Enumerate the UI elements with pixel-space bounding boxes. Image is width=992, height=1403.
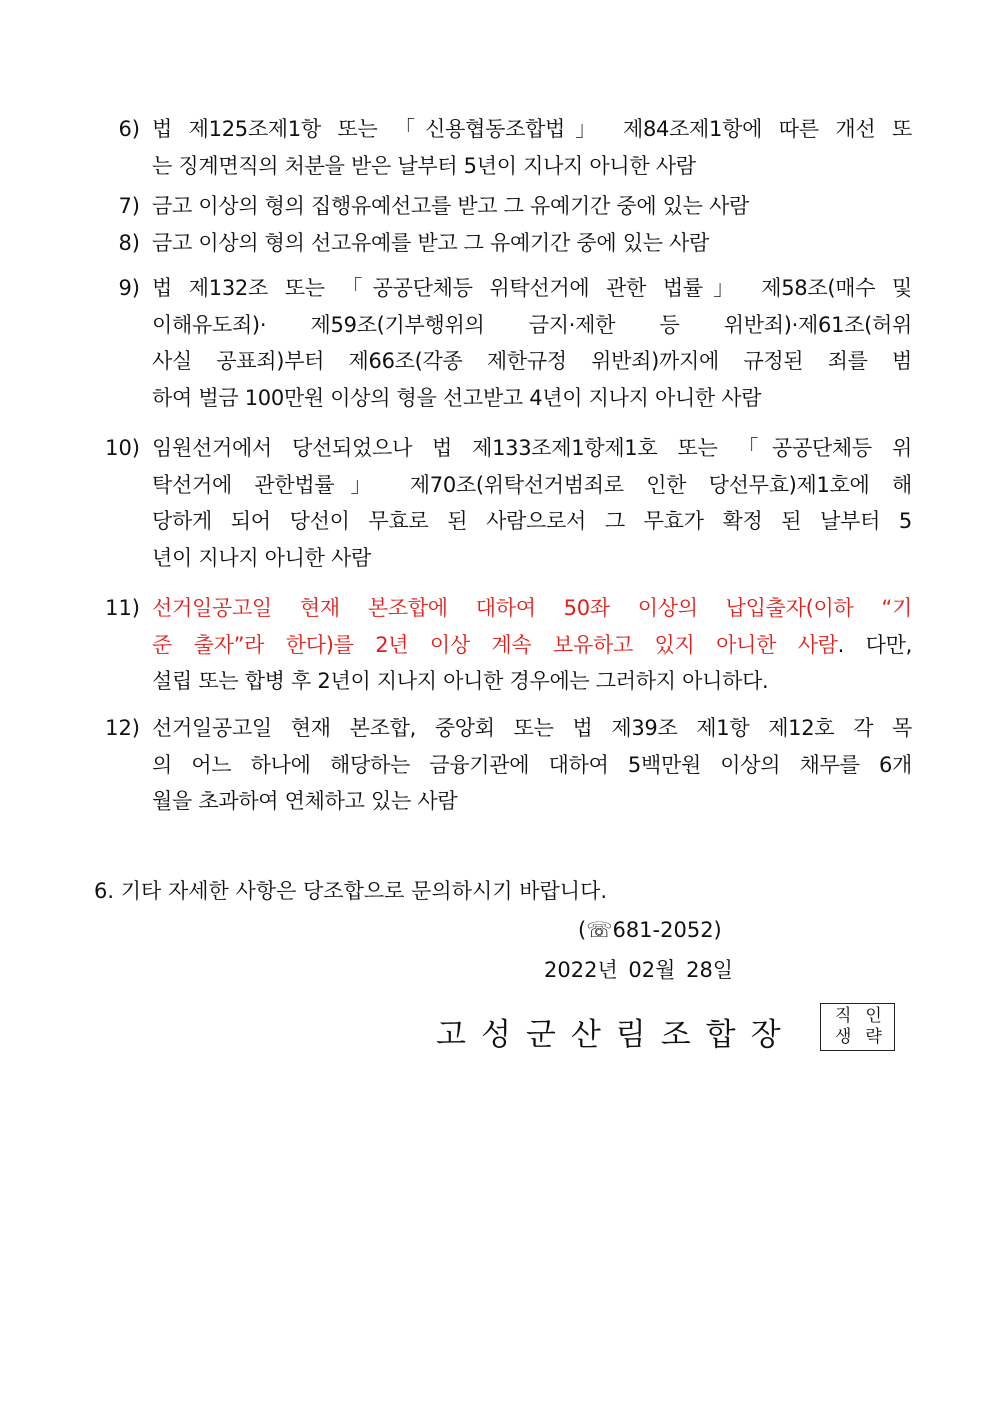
item-number: 7) (118, 194, 140, 218)
item-text-line (152, 747, 912, 784)
item-number: 10) (105, 436, 140, 460)
seal-omitted-box (820, 1003, 895, 1051)
text-segment: 월을 초과하여 연체하고 있는 사람 (152, 789, 458, 813)
item-number: 12) (105, 716, 140, 740)
text-segment: 법 제132조 또는 「공공단체등 위탁선거에 관한 법률」 제58조(매수 및 (152, 276, 912, 300)
item-text-line (152, 380, 912, 417)
notice-date: 2022년 02월 28일 (544, 958, 734, 982)
item-text-line (152, 627, 912, 664)
item-text-line (152, 270, 912, 307)
text-segment: 탁선거에 관한법률」 제70조(위탁선거범죄로 인한 당선무효)제1호에 해 (152, 472, 912, 497)
item-text-line (152, 783, 912, 820)
highlighted-text: 준 출자”라 한다)를 2년 이상 계속 보유하고 있지 아니한 사람 (152, 632, 838, 657)
item-text-line (152, 188, 912, 225)
text-segment: 선거일공고일 현재 본조합, 중앙회 또는 법 제39조 제1항 제12호 각 목 (152, 716, 912, 740)
text-segment: 이해유도죄)· 제59조(기부행위의 금지·제한 등 위반죄)·제61조(허위 (152, 312, 912, 337)
item-text-line (152, 343, 912, 380)
item-text-line (152, 663, 912, 700)
item-number: 11) (105, 596, 140, 620)
text-segment: 하여 벌금 100만원 이상의 형을 선고받고 4년이 지나지 아니한 사람 (152, 385, 762, 410)
item-number: 9) (118, 276, 140, 300)
text-segment: 금고 이상의 형의 선고유예를 받고 그 유예기간 중에 있는 사람 (152, 231, 710, 255)
signer-title: 고성군산림조합장 (436, 1017, 796, 1053)
item-text-line (152, 503, 912, 540)
item-text-line (152, 225, 912, 262)
seal-text-row-2: 생략 (835, 1027, 896, 1047)
item-text-line (152, 111, 912, 148)
item-text-line (152, 430, 912, 467)
phone-number: (☏681-2052) (578, 918, 722, 942)
text-segment: 의 어느 하나에 해당하는 금융기관에 대하여 5백만원 이상의 채무를 6개 (152, 752, 912, 777)
text-segment: 임원선거에서 당선되었으나 법 제133조제1항제1호 또는 「공공단체등 위 (152, 436, 912, 460)
seal-text-row-1: 직인 (835, 1006, 896, 1026)
text-segment: 금고 이상의 형의 집행유예선고를 받고 그 유예기간 중에 있는 사람 (152, 194, 749, 218)
item-text-line (152, 590, 912, 627)
item-text-line (152, 148, 912, 185)
text-segment: 년이 지나지 아니한 사람 (152, 545, 371, 570)
text-segment: 당하게 되어 당선이 무효로 된 사람으로서 그 무효가 확정 된 날부터 5 (152, 509, 912, 533)
item-number: 6) (118, 117, 140, 141)
item-text-line (152, 307, 912, 344)
text-segment: 법 제125조제1항 또는 「신용협동조합법」 제84조제1항에 따른 개선 또 (152, 117, 912, 141)
text-segment: 는 징계면직의 처분을 받은 날부터 5년이 지나지 아니한 사람 (152, 153, 696, 178)
item-text-line (152, 710, 912, 747)
text-segment: . 다만, (837, 632, 912, 657)
item-number: 8) (118, 231, 140, 255)
text-segment: 사실 공표죄)부터 제66조(각종 제한규정 위반죄)까지에 규정된 죄를 범 (152, 349, 912, 373)
text-segment: 설립 또는 합병 후 2년이 지나지 아니한 경우에는 그러하지 아니하다. (152, 669, 769, 693)
item-text-line (152, 467, 912, 504)
section-6-notice: 6. 기타 자세한 사항은 당조합으로 문의하시기 바랍니다. (94, 879, 608, 903)
item-text-line (152, 540, 912, 577)
highlighted-text: 선거일공고일 현재 본조합에 대하여 50좌 이상의 납입출자(이하 “기 (152, 596, 912, 620)
